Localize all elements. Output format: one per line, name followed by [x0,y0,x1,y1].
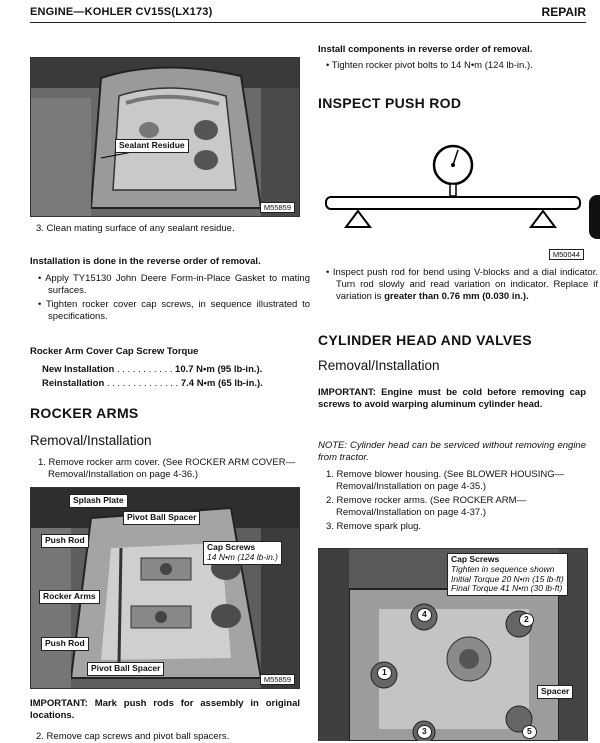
section-title-rocker-arms: ROCKER ARMS [30,405,139,421]
callout-cap-screws-label: Cap Screws [207,542,256,552]
note-cylinder-head [318,440,586,464]
torque-title: Rocker Arm Cover Cap Screw Torque [30,346,199,357]
rocker-cover-photo [30,57,300,217]
callout-pivot-ball-spacer-lower: Pivot Ball Spacer [87,662,164,676]
header-rule [30,22,586,23]
sequence-number-3: 3 [417,725,432,739]
torque-row-new [42,364,300,376]
inspect-text: • Inspect push rod for bend using V-blocks and a dial indicator. Turn rod slowly and read variation on indicator. Replace if variation is [326,267,598,302]
torque-row-label: Reinstallation [42,378,105,389]
callout-push-rod: Push Rod [41,534,89,548]
section-tab-marker [589,195,600,239]
note-text: Cylinder head can be serviced without removing engine from tractor. [318,440,587,463]
callout-sealant-residue: Sealant Residue [115,139,189,153]
bullet-tighten-pivot-bolts: • Tighten rocker pivot bolts to 14 N•m (124 lb-in.). [326,60,533,71]
figure-number: M55859 [260,202,295,213]
bullet-inspect-push-rod [326,267,598,303]
callout-push-rod-lower: Push Rod [41,637,89,651]
step-2-text: 2. Remove cap screws and pivot ball spacers. [36,731,230,742]
bullet-apply-gasket: • Apply TY15130 John Deere Form-in-Place Gasket to mating surfaces. [38,273,310,296]
callout-initial-torque: Initial Torque 20 N•m (15 lb-ft) [451,573,564,584]
torque-row-dots: . . . . . . . . . . . [114,364,176,375]
cyl-step-1: 1. Remove blower housing. (See BLOWER HOUSING—Removal/Installation on page 4-35.) [326,469,565,492]
important-text: Engine must be cold before removing cap screws to avoid warping aluminum cylinder head. [318,387,587,410]
sequence-number-4: 4 [417,608,432,622]
callout-spacer: Spacer [537,685,573,699]
callout-title: Cap Screws [451,554,500,564]
note-label: NOTE: [318,440,348,451]
push-rod-diagram [318,135,588,260]
step-1-text: 1. Remove rocker arm cover. (See ROCKER ARM COVER—Removal/Installation on page 4-36.) [38,457,296,480]
important-label: IMPORTANT: [30,698,88,709]
subsection-title-cylinder-removal: Removal/Installation [318,358,440,373]
callout-rocker-arms: Rocker Arms [39,590,100,604]
cyl-step-3: 3. Remove spark plug. [326,521,422,532]
installation-intro: Installation is done in the reverse order of removal. [30,256,261,267]
rocker-cover-illustration [31,58,299,216]
figure-number: M55859 [260,674,295,685]
header-title: ENGINE—KOHLER CV15S(LX173) [30,6,213,18]
sequence-number-5: 5 [522,725,537,739]
torque-row-value: 7.4 N•m (65 lb-in.). [180,378,263,389]
rocker-arms-photo [30,487,300,689]
callout-cap-screws [203,541,282,565]
section-title-cylinder-head: CYLINDER HEAD AND VALVES [318,332,532,348]
cylinder-head-photo [318,548,588,741]
callout-sequence: Tighten in sequence shown [451,563,555,574]
callout-final-torque: Final Torque 41 N•m (30 lb-ft) [451,583,563,594]
callout-cylinder-cap-screws [447,553,568,596]
torque-row-label: New Installation [42,364,115,375]
callout-pivot-ball-spacer: Pivot Ball Spacer [123,511,200,525]
sequence-number-1: 1 [377,666,392,680]
step-3-text: 3. Clean mating surface of any sealant residue. [36,223,235,234]
torque-row-dots: . . . . . . . . . . . . . . [104,378,181,389]
callout-splash-plate: Splash Plate [69,494,128,508]
cyl-step-2: 2. Remove rocker arms. (See ROCKER ARM—Removal/Installation on page 4-37.) [326,495,527,518]
sequence-number-2: 2 [519,613,534,627]
header-section: REPAIR [541,5,586,19]
figure-number: M50044 [549,249,584,260]
torque-row-reinstall [42,378,300,390]
push-rod-illustration [318,135,588,260]
important-mark-push-rods [30,698,300,722]
important-engine-cold [318,387,586,411]
page-header [30,2,586,22]
install-reverse-title: Install components in reverse order of removal. [318,44,533,55]
inspect-limit: greater than 0.76 mm (0.030 in.). [384,290,529,302]
subsection-title-removal: Removal/Installation [30,433,152,448]
section-title-inspect-push-rod: INSPECT PUSH ROD [318,95,462,111]
bullet-tighten-cap-screws: • Tighten rocker cover cap screws, in sequence illustrated to specifications. [38,299,310,322]
torque-row-value: 10.7 N•m (95 lb-in.). [175,364,263,375]
important-label: IMPORTANT: [318,387,376,398]
callout-cap-screws-torque: 14 N•m (124 lb-in.) [207,551,279,562]
important-text: Mark push rods for assembly in original locations. [30,698,301,721]
